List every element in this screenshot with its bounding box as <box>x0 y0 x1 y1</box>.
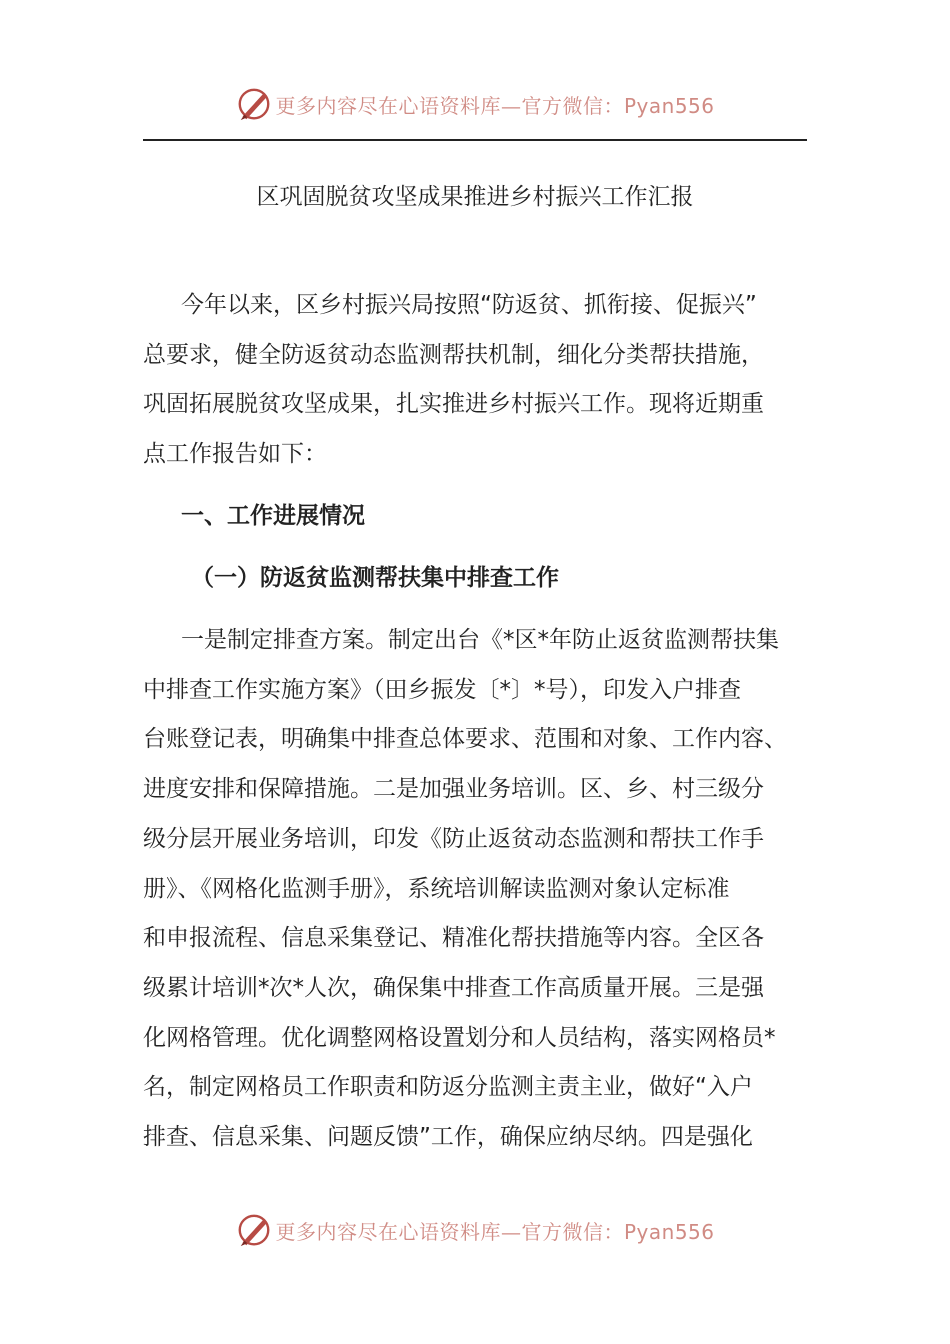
body-line: 化网格管理。优化调整网格设置划分和人员结构，落实网格员* <box>143 1024 776 1051</box>
subsection-heading: （一）防返贫监测帮扶集中排查工作 <box>191 565 559 591</box>
body-line: 台账登记表，明确集中排查总体要求、范围和对象、工作内容、 <box>143 726 787 753</box>
body-line: 级累计培训*次*人次，确保集中排查工作高质量开展。三是强 <box>143 974 764 1001</box>
body-line: 进度安排和保障措施。二是加强业务培训。区、乡、村三级分 <box>143 776 764 803</box>
header-divider <box>143 139 807 141</box>
body-line: 一是制定排查方案。制定出台《*区*年防止返贫监测帮扶集 <box>181 627 779 653</box>
section-heading: 一、工作进展情况 <box>181 503 365 529</box>
wechat-id: Pyan556 <box>623 93 715 118</box>
intro-paragraph <box>143 281 811 480</box>
banner-text: 更多内容尽在心语资料库—官方微信：Pyan556 <box>275 1219 715 1244</box>
intro-line: 点工作报告如下： <box>143 441 327 468</box>
body-line: 册》、《网格化监测手册》，系统培训解读监测对象认定标准 <box>143 875 730 902</box>
intro-line: 总要求，健全防返贫动态监测帮扶机制，细化分类帮扶措施， <box>143 341 764 368</box>
document-title: 区巩固脱贫攻坚成果推进乡村振兴工作汇报 <box>256 184 694 210</box>
body-paragraph <box>143 616 811 1163</box>
body-line: 排查、信息采集、问题反馈”工作，确保应纳尽纳。四是强化 <box>143 1124 753 1151</box>
wechat-id: Pyan556 <box>623 1219 715 1244</box>
intro-line: 今年以来，区乡村振兴局按照“防返贫、抓衔接、促振兴” <box>181 292 757 318</box>
body-line: 中排查工作实施方案》（田乡振发〔*〕*号），印发入户排查 <box>143 676 741 703</box>
pen-logo-icon <box>235 1211 273 1249</box>
header-banner <box>0 82 950 126</box>
footer-banner <box>0 1208 950 1252</box>
body-line: 名，制定网格员工作职责和防返分监测主责主业，做好“入户 <box>143 1074 753 1101</box>
intro-line: 巩固拓展脱贫攻坚成果，扎实推进乡村振兴工作。现将近期重 <box>143 391 764 418</box>
body-line: 和申报流程、信息采集登记、精准化帮扶措施等内容。全区各 <box>143 925 764 952</box>
body-line: 级分层开展业务培训，印发《防止返贫动态监测和帮扶工作手 <box>143 825 764 852</box>
banner-text: 更多内容尽在心语资料库—官方微信：Pyan556 <box>275 93 715 118</box>
pen-logo-icon <box>235 85 273 123</box>
